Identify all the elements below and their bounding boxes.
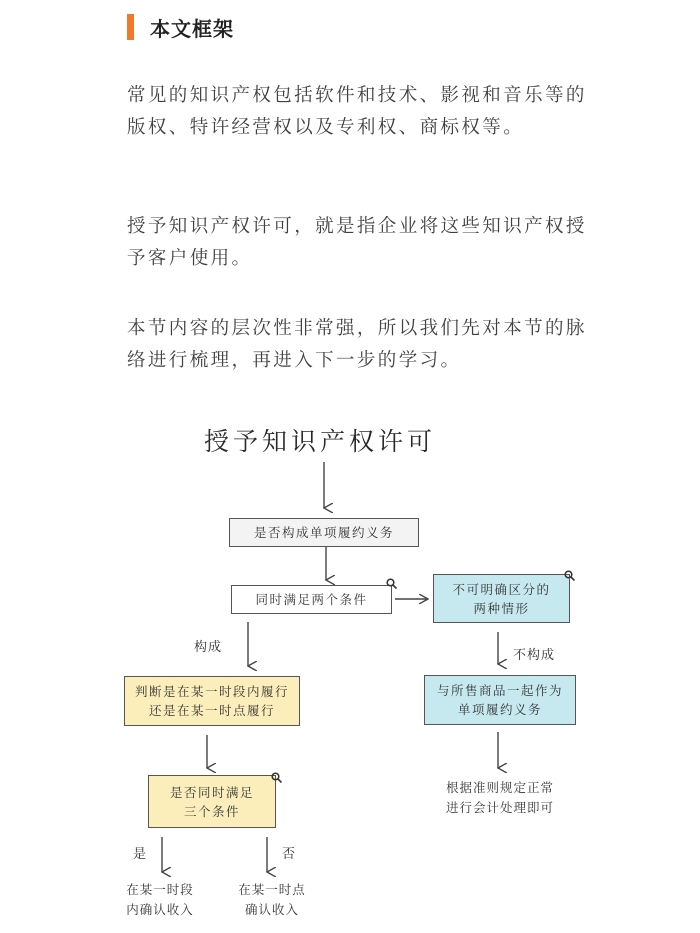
result-left-line2: 内确认收入: [126, 902, 194, 917]
result-left-line1: 在某一时段: [126, 882, 194, 897]
box-combined-obligation: [424, 675, 576, 725]
box5-line1: 与所售商品一起作为: [436, 683, 563, 698]
box1-text: 是否构成单项履约义务: [253, 525, 394, 540]
label-yes: 是: [133, 847, 148, 862]
section-header: [127, 13, 234, 41]
result-period-recognition: [110, 880, 210, 920]
section-title: 本文框架: [150, 16, 234, 41]
box-period-or-point: [124, 676, 300, 726]
flowchart-arrows: [0, 400, 700, 933]
label-not-constitute: 不构成: [513, 648, 556, 663]
paragraph-3: 本节内容的层次性非常强，所以我们先对本节的脉络进行梳理，再进入下一步的学习。: [127, 318, 587, 371]
box-three-conditions: [148, 775, 276, 828]
magnifier-icon: [386, 578, 397, 589]
magnifier-icon: [564, 570, 575, 581]
box-indistinct-cases: [433, 574, 570, 623]
box3-line2: 两种情形: [473, 600, 530, 616]
box4-line2: 还是在某一时点履行: [148, 703, 275, 718]
diagram-title: 授予知识产权许可: [203, 427, 436, 456]
label-no: 否: [282, 847, 297, 862]
box-single-performance-obligation: [229, 518, 419, 547]
result-right-line2: 确认收入: [244, 902, 299, 917]
box6-line1: 是否同时满足: [169, 784, 254, 800]
label-constitute: 构成: [194, 640, 223, 655]
note-line2: 进行会计处理即可: [445, 800, 554, 815]
result-right-line1: 在某一时点: [238, 882, 306, 897]
box-two-conditions: [231, 585, 392, 614]
box6-line2: 三个条件: [183, 803, 240, 819]
flowchart-diagram: [0, 400, 700, 933]
result-point-recognition: [222, 880, 322, 920]
paragraph-2: 授予知识产权许可，就是指企业将这些知识产权授予客户使用。: [127, 216, 587, 269]
box4-line1: 判断是在某一时段内履行: [134, 684, 289, 699]
paragraph-1: 常见的知识产权包括软件和技术、影视和音乐等的版权、特许经营权以及专利权、商标权等。: [127, 85, 587, 138]
section-accent-bar: [127, 14, 134, 40]
note-line1: 根据准则规定正常: [445, 780, 554, 795]
magnifier-icon: [271, 772, 282, 783]
note-normal-accounting: [430, 778, 570, 818]
box5-line2: 单项履约义务: [457, 702, 542, 717]
box2-text: 同时满足两个条件: [255, 592, 368, 607]
box3-line1: 不可明确区分的: [452, 581, 551, 597]
